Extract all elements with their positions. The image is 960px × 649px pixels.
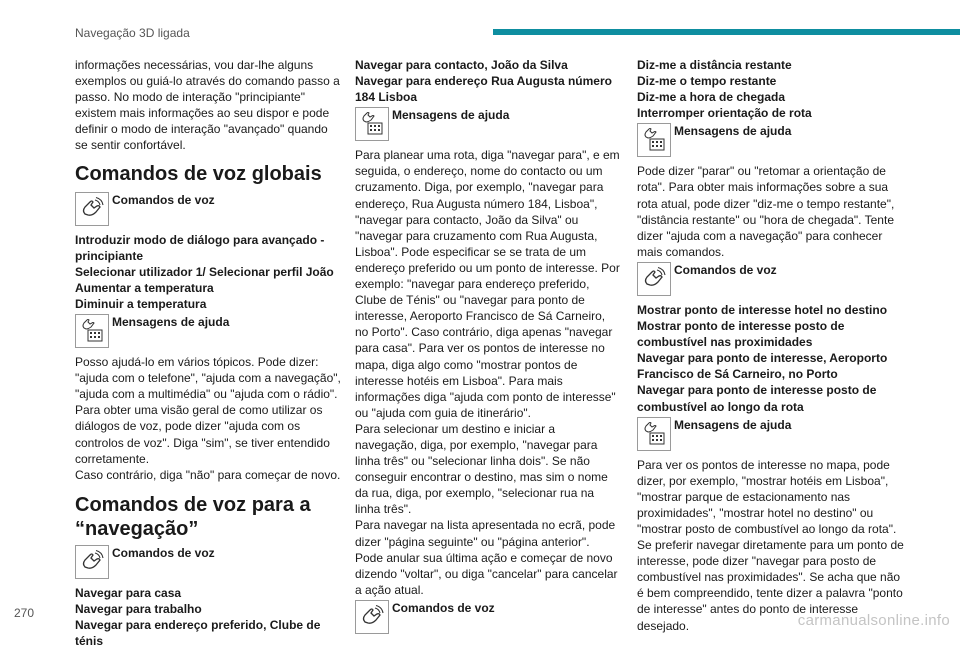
command-line: Diminuir a temperatura bbox=[75, 296, 207, 311]
column-3 bbox=[637, 57, 905, 634]
command-line: Mostrar ponto de interesse hotel no destino bbox=[637, 302, 888, 317]
command-line: Navegar para contacto, João da Silva bbox=[355, 58, 568, 72]
voice-commands-label: Comandos de voz bbox=[674, 262, 777, 277]
help-messages-label: Mensagens de ajuda bbox=[392, 108, 510, 123]
voice-command-icon bbox=[75, 545, 109, 579]
voice-commands-label-row bbox=[355, 600, 620, 634]
command-line: Selecionar utilizador 1/ Selecionar perfil João bbox=[75, 264, 334, 279]
command-line: Diz-me a hora de chegada bbox=[637, 90, 786, 105]
voice-command-icon bbox=[355, 600, 389, 634]
help-messages-label: Mensagens de ajuda bbox=[112, 315, 230, 330]
command-line: Navegar para ponto de interesse, Aeroporto Francisco de Sá Carneiro, no Porto bbox=[637, 351, 888, 382]
help-messages-label-row bbox=[637, 123, 905, 157]
help-message-icon bbox=[75, 314, 109, 348]
help-paragraph: Para selecionar um destino e iniciar a navegação, diga, por exemplo, "navegar para linha três" ou "selecionar linha dois". Se não conseguir encontrar o destino, mas sim o nome da rua, diga, por exemplo, "selecionar rua na linha três". bbox=[355, 421, 608, 517]
voice-commands-label-row bbox=[75, 545, 343, 579]
section-title: Navegação 3D ligada bbox=[75, 26, 190, 40]
intro-paragraph: informações necessárias, vou dar-lhe alguns exemplos ou guiá-lo através do comando passo a passo. No modo de interação "principiante" existem mais informações ao seu dispor e pode definir o modo de interação "avançado" quando se sentir confortável. bbox=[75, 58, 340, 153]
help-paragraph: Posso ajudá-lo em vários tópicos. Pode dizer: "ajuda com o telefone", "ajuda com a navegação", "ajuda com a multimédia" ou "ajuda com o rádio". Para obter uma visão geral de como utilizar os diálogos de voz, pode dizer "ajuda com os controlos de voz". Diga "sim", se tiver entendido corretamente. bbox=[75, 355, 341, 466]
help-message-icon bbox=[355, 107, 389, 141]
help-paragraph: Caso contrário, diga "não" para começar de novo. bbox=[75, 467, 341, 482]
command-line: Interromper orientação de rota bbox=[637, 106, 812, 121]
command-line: Navegar para endereço preferido, Clube de ténis bbox=[75, 617, 321, 649]
command-line: Diz-me a distância restante bbox=[637, 58, 792, 72]
help-messages-label-row bbox=[637, 417, 905, 451]
voice-commands-label: Comandos de voz bbox=[392, 600, 495, 615]
help-paragraph: Pode dizer "parar" ou "retomar a orientação de rota". Para obter mais informações sobre a sua rota atual, pode dizer "diz-me o tempo restante", "distância restante" ou "hora de chegada". Tente dizer "ajuda com a navegação" para conhecer mais comandos. bbox=[637, 164, 895, 259]
help-message-icon bbox=[637, 417, 671, 451]
command-line: Introduzir modo de diálogo para avançado - principiante bbox=[75, 232, 325, 263]
voice-commands-label: Comandos de voz bbox=[112, 545, 215, 560]
command-line: Aumentar a temperatura bbox=[75, 280, 214, 295]
column-1 bbox=[75, 57, 343, 649]
heading-global-voice-commands: Comandos de voz globais bbox=[75, 162, 322, 185]
heading-navigation-voice-commands: Comandos de voz para a “navegação” bbox=[75, 493, 311, 540]
command-line: Navegar para endereço Rua Augusta número 184 Lisboa bbox=[355, 74, 612, 105]
column-2 bbox=[355, 57, 620, 634]
page-number: 270 bbox=[14, 606, 35, 620]
help-messages-label: Mensagens de ajuda bbox=[674, 417, 792, 432]
voice-commands-label-row bbox=[637, 262, 905, 296]
voice-command-icon bbox=[637, 262, 671, 296]
voice-commands-label-row bbox=[75, 192, 343, 226]
help-paragraph: Para planear uma rota, diga "navegar para", e em seguida, o endereço, nome do contacto ou um cruzamento. Diga, por exemplo, "navegar para endereço, Rua Augusta número 184, Lisboa", "navegar para contacto, João da Silva" ou "navegar para cruzamento com Rua Augusta, Lisboa". Pode especificar se se trata de um endereço preferido ou um ponto de interesse. Por exemplo: "navegar para endereço preferido, Clube de Ténis" ou "navegar para ponto de interesse, Aeroporto Francisco de Sá Carneiro, no Porto". Caso contrário, diga apenas "navegar para casa". Para ver os pontos de interesse no mapa, diga algo como "mostrar pontos de interesse hotéis em Lisboa". Para mais informações diga "ajuda com ponto de interesse" ou "ajuda com guia de itinerário". bbox=[355, 148, 620, 420]
help-paragraph: Para navegar na lista apresentada no ecrã, pode dizer "página seguinte" ou "página anterior". Pode anular sua última ação e começar de novo dizendo "voltar", ou diga "cancelar" para cancelar a ação atual. bbox=[355, 518, 618, 597]
help-paragraph: Para ver os pontos de interesse no mapa, pode dizer, por exemplo, "mostrar hotéis em Lisboa", "mostrar parque de estacionamento nas proximidades", "mostrar hotel no destino" ou "mostrar posto de combustível ao longo da rota". Se preferir navegar diretamente para um ponto de interesse, pode dizer "navegar para posto de combustível nas proximidades". Se acha que não é bem compreendido, tente dizer a palavra "ponto de interesse" antes do ponto de interesse desejado. bbox=[637, 457, 904, 633]
command-line: Mostrar ponto de interesse posto de combustível nas proximidades bbox=[637, 319, 845, 350]
help-messages-label-row bbox=[75, 314, 343, 348]
help-message-icon bbox=[637, 123, 671, 157]
help-messages-label-row bbox=[355, 107, 620, 141]
command-line: Navegar para ponto de interesse posto de combustível ao longo da rota bbox=[637, 383, 877, 414]
watermark: carmanualsonline.info bbox=[797, 612, 950, 629]
command-line: Navegar para trabalho bbox=[75, 601, 202, 616]
voice-commands-label: Comandos de voz bbox=[112, 192, 215, 207]
voice-command-icon bbox=[75, 192, 109, 226]
command-line: Diz-me o tempo restante bbox=[637, 74, 777, 89]
header-accent-bar bbox=[493, 29, 960, 35]
help-messages-label: Mensagens de ajuda bbox=[674, 124, 792, 139]
command-line: Navegar para casa bbox=[75, 585, 182, 600]
